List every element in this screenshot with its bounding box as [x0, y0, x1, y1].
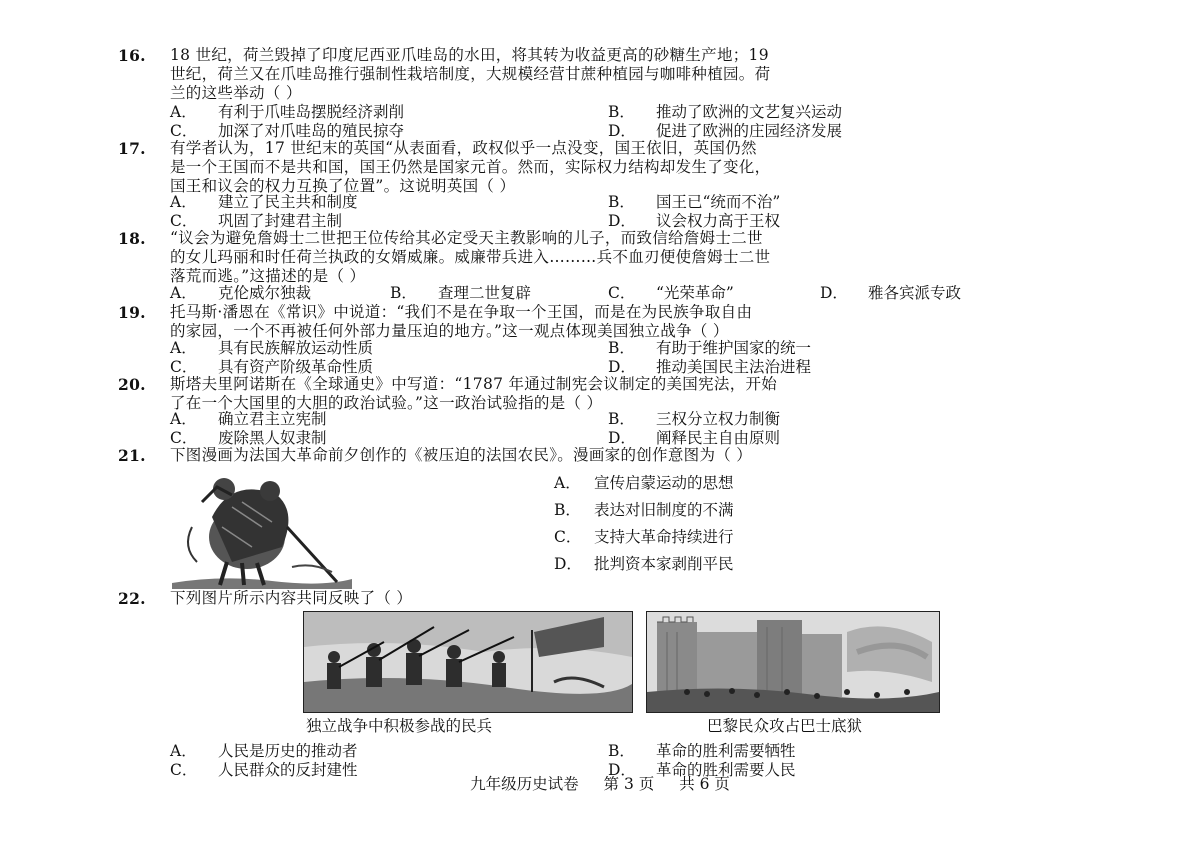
option-b[interactable]: B． 有助于维护国家的统一 — [608, 339, 812, 357]
caption-militia: 独立战争中积极参战的民兵 — [306, 717, 493, 735]
options-20 — [170, 410, 1070, 447]
option-c[interactable]: C． 具有资产阶级革命性质 — [170, 357, 374, 376]
stem-line: 世纪，荷兰又在爪哇岛推行强制性栽培制度，大规模经营甘蔗种植园与咖啡种植园。荷 — [170, 65, 771, 83]
options-19 — [170, 339, 1070, 376]
option-b[interactable]: B． 国王已“统而不治” — [608, 193, 781, 211]
option-b[interactable]: B． 革命的胜利需要牺牲 — [608, 742, 796, 760]
page-footer — [0, 772, 1200, 794]
stem-line: “议会为避免詹姆士二世把王位传给其必定受天主教影响的儿子，而致信给詹姆士二世 — [170, 229, 763, 247]
question-20 — [118, 375, 1078, 413]
cartoon-illustration — [172, 467, 352, 589]
option-a[interactable]: A． 有利于爪哇岛摆脱经济剥削 — [170, 103, 405, 121]
question-number: 18. — [118, 229, 146, 248]
stem-line: 18 世纪，荷兰毁掉了印度尼西亚爪哇岛的水田，将其转为收益更高的砂糖生产地；19 — [170, 46, 769, 64]
stem-line: 托马斯·潘恩在《常识》中说道：“我们不是在争取一个王国，而是在为民族争取自由 — [170, 303, 753, 321]
option-d[interactable]: D． 促进了欧洲的庄园经济发展 — [608, 121, 843, 140]
option-b[interactable]: B． 三权分立权力制衡 — [608, 410, 781, 428]
cartoon-oppressed-peasant — [172, 467, 352, 589]
options-16 — [170, 103, 1070, 140]
page-total: 共 6 页 — [679, 775, 730, 793]
question-22 — [118, 589, 1078, 608]
question-18 — [118, 229, 1078, 286]
exam-title: 九年级历史试卷 — [470, 775, 579, 793]
options-18 — [170, 284, 1070, 303]
option-d[interactable]: D． 阐释民主自由原则 — [608, 428, 781, 447]
question-number: 16. — [118, 46, 146, 65]
stem-line: 有学者认为，17 世纪末的英国“从表面看，政权似乎一点没变，国王依旧，英国仍然 — [170, 139, 757, 157]
question-stem — [170, 139, 1078, 196]
picture-militia — [303, 611, 633, 713]
option-b[interactable]: B． 表达对旧制度的不满 — [554, 501, 734, 519]
option-c[interactable]: C． 支持大革命持续进行 — [554, 528, 734, 546]
question-stem — [170, 375, 1078, 413]
question-21 — [118, 446, 1078, 465]
question-16 — [118, 46, 1078, 103]
option-a[interactable]: A． 人民是历史的推动者 — [170, 742, 358, 760]
question-stem — [170, 46, 1078, 103]
question-number: 17. — [118, 139, 146, 158]
option-c[interactable]: C． 巩固了封建君主制 — [170, 211, 343, 230]
option-d[interactable]: D． 推动美国民主法治进程 — [608, 357, 812, 376]
option-a[interactable]: A． 建立了民主共和制度 — [170, 193, 358, 211]
question-number: 22. — [118, 589, 146, 608]
options-17 — [170, 193, 1070, 230]
option-a[interactable]: A． 具有民族解放运动性质 — [170, 339, 374, 357]
stem-line: 国王和议会的权力互换了位置”。这说明英国（ ） — [170, 177, 516, 195]
question-number: 21. — [118, 446, 146, 465]
option-d[interactable]: D． 批判资本家剥削平民 — [554, 555, 734, 573]
stem-line: 是一个王国而不是共和国，国王仍然是国家元首。然而，实际权力结构却发生了变化， — [170, 158, 771, 176]
option-a[interactable]: A． 宣传启蒙运动的思想 — [554, 474, 734, 492]
option-c[interactable]: C． 加深了对爪哇岛的殖民掠夺 — [170, 121, 405, 140]
militia-illustration — [304, 612, 632, 712]
question-17 — [118, 139, 1078, 196]
options-21 — [554, 470, 734, 578]
option-b[interactable]: B． 推动了欧洲的文艺复兴运动 — [608, 103, 843, 121]
stem-line: 兰的这些举动（ ） — [170, 84, 302, 102]
option-b[interactable]: B． 查理二世复辟 — [390, 284, 532, 302]
stem-line: 斯塔夫里阿诺斯在《全球通史》中写道：“1787 年通过制宪会议制定的美国宪法，开始 — [170, 375, 778, 393]
question-number: 19. — [118, 303, 146, 322]
question-19 — [118, 303, 1078, 341]
picture-bastille — [646, 611, 940, 713]
bastille-illustration — [647, 612, 939, 712]
option-a[interactable]: A． 确立君主立宪制 — [170, 410, 327, 428]
question-stem — [170, 229, 1078, 286]
question-stem: 下图漫画为法国大革命前夕创作的《被压迫的法国农民》。漫画家的创作意图为（ ） — [170, 446, 753, 464]
option-c[interactable]: C． “光荣革命” — [608, 284, 734, 302]
option-d[interactable]: D． 议会权力高于王权 — [608, 211, 781, 230]
option-d[interactable]: D． 雅各宾派专政 — [820, 284, 962, 302]
option-c[interactable]: C． 人民群众的反封建性 — [170, 760, 358, 779]
caption-bastille: 巴黎民众攻占巴士底狱 — [707, 717, 863, 735]
question-number: 20. — [118, 375, 146, 394]
option-d[interactable]: D． 革命的胜利需要人民 — [608, 760, 796, 779]
page-number: 第 3 页 — [603, 775, 655, 793]
stem-line: 的家园，一个不再被任何外部力量压迫的地方。”这一观点体现美国独立战争（ ） — [170, 322, 729, 340]
stem-line: 了在一个大国里的大胆的政治试验。”这一政治试验指的是（ ） — [170, 394, 603, 412]
question-stem — [170, 303, 1078, 341]
option-c[interactable]: C． 废除黑人奴隶制 — [170, 428, 327, 447]
stem-line: 落荒而逃。”这描述的是（ ） — [170, 267, 366, 285]
stem-line: 的女儿玛丽和时任荷兰执政的女婿威廉。威廉带兵进入………兵不血刃便使詹姆士二世 — [170, 248, 771, 266]
option-a[interactable]: A． 克伦威尔独裁 — [170, 284, 312, 302]
question-stem: 下列图片所示内容共同反映了（ ） — [170, 589, 413, 607]
